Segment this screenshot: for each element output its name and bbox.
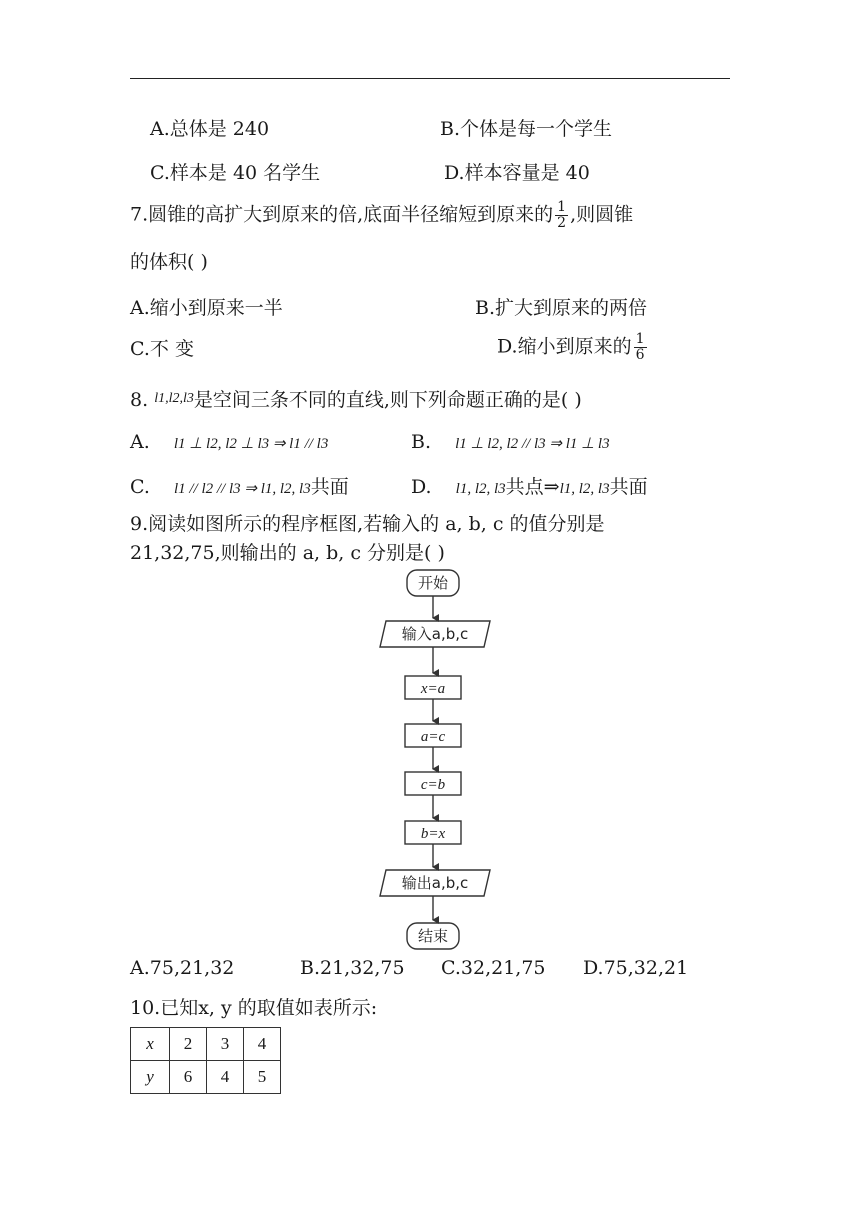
q9-option-d[interactable]: D.75,32,21 bbox=[583, 957, 689, 979]
q7-frac-den: 2 bbox=[557, 215, 567, 231]
flow-step3-text: c=b bbox=[420, 777, 446, 793]
table-row bbox=[131, 1028, 281, 1061]
flow-step2-text: a=c bbox=[420, 729, 446, 745]
q6-option-b[interactable]: B.个体是每一个学生 bbox=[440, 118, 613, 140]
q8-stem bbox=[130, 387, 582, 412]
q8-option-b-prefix: B. bbox=[411, 431, 432, 453]
q8-option-d-suffix: 共面 bbox=[609, 476, 648, 498]
q8-option-d-math2: l1, l2, l3 bbox=[559, 481, 610, 497]
q9-option-a[interactable]: A.75,21,32 bbox=[130, 957, 235, 979]
flow-start-text: 开始 bbox=[417, 574, 449, 592]
flow-output-text: 输出a,b,c bbox=[401, 874, 469, 892]
q8-option-b[interactable] bbox=[411, 430, 610, 456]
q8-option-b-math: l1 ⊥ l2, l2 // l3 ⇒ l1 ⊥ l3 bbox=[455, 436, 610, 452]
q7-optd-num: 1 bbox=[635, 331, 645, 347]
q6-option-c[interactable]: C.样本是 40 名学生 bbox=[150, 162, 321, 184]
q9-option-c[interactable]: C.32,21,75 bbox=[441, 957, 546, 979]
q8-option-d-prefix: D. bbox=[411, 476, 432, 498]
q9-option-b[interactable]: B.21,32,75 bbox=[300, 957, 405, 979]
table-cell: 2 bbox=[170, 1028, 207, 1061]
q7-option-d-fraction bbox=[634, 332, 647, 363]
flow-step1-text: x=a bbox=[420, 681, 446, 697]
q6-option-d[interactable]: D.样本容量是 40 bbox=[444, 162, 590, 184]
q8-vars: l1,l2,l3 bbox=[154, 391, 194, 406]
q7-option-c[interactable]: C.不 变 bbox=[130, 338, 194, 360]
q10-stem: 10.已知x, y 的取值如表所示: bbox=[130, 997, 378, 1019]
q8-option-c-math: l1 // l2 // l3 ⇒ l1, l2, l3 bbox=[173, 481, 311, 497]
flow-end-text: 结束 bbox=[417, 927, 449, 945]
table-cell: 4 bbox=[207, 1061, 244, 1094]
table-head-cell: y bbox=[131, 1061, 170, 1094]
q8-option-d-math: l1, l2, l3 bbox=[455, 481, 506, 497]
q8-option-a[interactable] bbox=[130, 430, 328, 456]
table-cell: 6 bbox=[170, 1061, 207, 1094]
q8-option-d[interactable] bbox=[411, 475, 648, 501]
q9-stem-line1: 9.阅读如图所示的程序框图,若输入的 a, b, c 的值分别是 bbox=[130, 513, 605, 535]
q9-flowchart bbox=[370, 566, 500, 951]
q7-stem-part1: 7.圆锥的高扩大到原来的倍,底面半径缩短到原来的 bbox=[130, 203, 554, 226]
flow-input-text: 输入a,b,c bbox=[401, 625, 469, 643]
q8-option-c-suffix: 共面 bbox=[310, 476, 349, 498]
q8-number: 8. bbox=[130, 389, 149, 411]
q7-option-a[interactable]: A.缩小到原来一半 bbox=[130, 297, 283, 319]
q7-stem-part2: ,则圆锥 bbox=[570, 203, 634, 226]
q7-fraction bbox=[555, 200, 568, 231]
flow-step4-text: b=x bbox=[420, 826, 446, 842]
table-cell: 4 bbox=[244, 1028, 281, 1061]
q8-option-d-mid: 共点⇒ bbox=[505, 476, 560, 498]
q8-option-a-math: l1 ⊥ l2, l2 ⊥ l3 ⇒ l1 // l3 bbox=[173, 436, 329, 452]
q7-option-d-label: D.缩小到原来的 bbox=[497, 335, 632, 358]
q10-table bbox=[130, 1027, 281, 1094]
q7-optd-den: 6 bbox=[635, 347, 645, 363]
q8-stem-text: 是空间三条不同的直线,则下列命题正确的是( ) bbox=[193, 389, 582, 411]
q8-option-c-prefix: C. bbox=[130, 476, 150, 498]
table-cell: 3 bbox=[207, 1028, 244, 1061]
q7-option-d[interactable] bbox=[497, 332, 649, 363]
q9-stem-line2: 21,32,75,则输出的 a, b, c 分别是( ) bbox=[130, 542, 445, 564]
q8-option-a-prefix: A. bbox=[130, 431, 150, 453]
table-head-cell: x bbox=[131, 1028, 170, 1061]
q7-stem bbox=[130, 200, 633, 231]
q7-stem-line2: 的体积( ) bbox=[130, 251, 208, 273]
q7-option-b[interactable]: B.扩大到原来的两倍 bbox=[475, 297, 648, 319]
table-cell: 5 bbox=[244, 1061, 281, 1094]
q6-option-a[interactable]: A.总体是 240 bbox=[150, 118, 270, 140]
q7-frac-num: 1 bbox=[557, 199, 567, 215]
header-rule bbox=[130, 78, 730, 79]
q8-option-c[interactable] bbox=[130, 475, 349, 501]
table-row bbox=[131, 1061, 281, 1094]
